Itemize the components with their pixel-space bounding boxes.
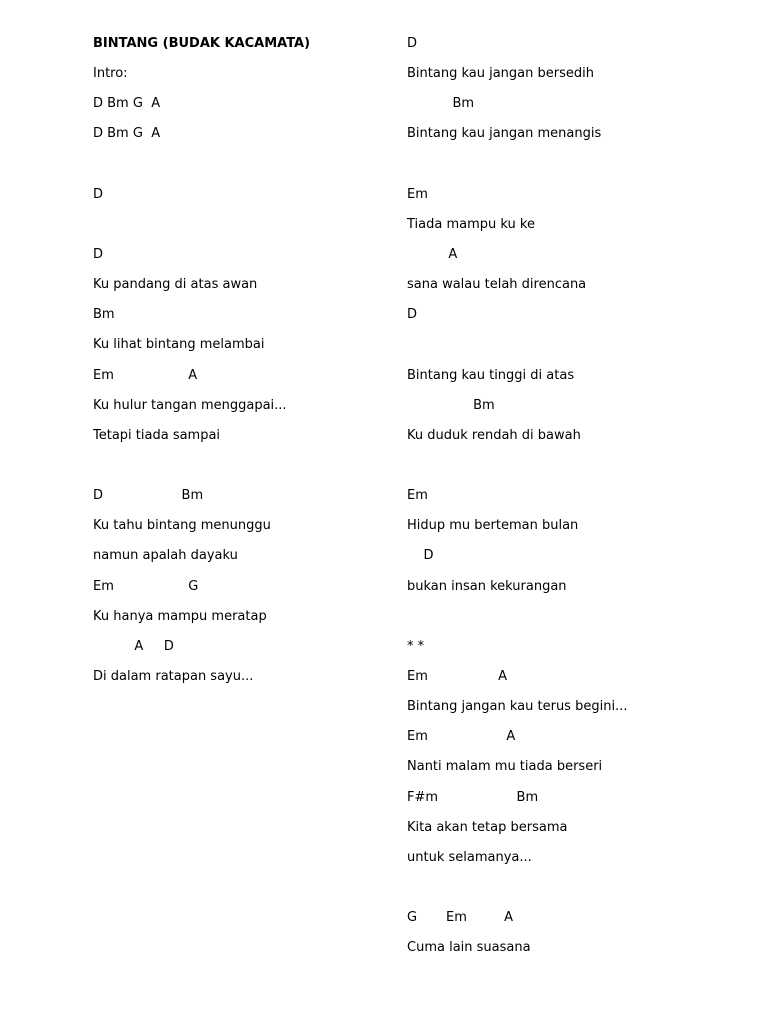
blank-line (407, 155, 707, 185)
lyric-line: Ku hulur tangan menggapai... (93, 397, 287, 413)
lyric-line: Ku tahu bintang menunggu (93, 518, 271, 534)
lyric-line: Em A (93, 367, 198, 383)
lyric-line: sana walau telah direncana (407, 277, 587, 293)
lyric-line: D (407, 307, 418, 323)
blank-line (93, 155, 393, 185)
lyric-line: G Em A (407, 910, 513, 926)
lyric-line: Ku pandang di atas awan (93, 277, 258, 293)
lyric-line: untuk selamanya... (407, 849, 532, 865)
lyric-line: A D (93, 638, 174, 654)
lyric-line: Ku hanya mampu meratap (93, 608, 267, 624)
lyric-line: Bintang kau tinggi di atas (407, 367, 575, 383)
lyric-line: D Bm G A (93, 96, 161, 112)
song-title: BINTANG (BUDAK KACAMATA) (93, 36, 311, 51)
lyric-line: Bintang kau jangan menangis (407, 126, 602, 142)
lyric-line: D (407, 548, 434, 564)
left-column (93, 34, 393, 697)
lyric-line: Bm (407, 96, 475, 112)
lyric-line: Em (407, 186, 428, 202)
lyric-line: D (93, 186, 104, 202)
lyric-line: namun apalah dayaku (93, 548, 238, 564)
lyric-line: F#m Bm (407, 789, 539, 805)
lyric-line: bukan insan kekurangan (407, 578, 567, 594)
lyric-line: Cuma lain suasana (407, 940, 531, 956)
lyric-line: Nanti malam mu tiada berseri (407, 759, 603, 775)
lyric-line: Em G (93, 578, 199, 594)
lyric-line: Em A (407, 729, 516, 745)
lyric-line: Bintang jangan kau terus begini... (407, 699, 628, 715)
lyric-line: Bintang kau jangan bersedih (407, 66, 594, 82)
lyric-line: Bm (93, 307, 115, 323)
lyric-line: D (93, 246, 104, 262)
lyric-line: Intro: (93, 66, 128, 82)
lyric-line: D (407, 36, 418, 51)
lyric-line: Em A (407, 668, 508, 684)
lyric-line: * * (407, 638, 425, 654)
blank-line (407, 335, 707, 365)
right-column (407, 34, 707, 968)
lyric-line: Em (407, 488, 428, 504)
lyric-line: Ku lihat bintang melambai (93, 337, 265, 353)
lyric-line: D Bm G A (93, 126, 161, 142)
blank-line (407, 878, 707, 908)
lyric-line: Hidup mu berteman bulan (407, 518, 579, 534)
blank-line (407, 607, 707, 637)
blank-line (407, 456, 707, 486)
lyric-line: Bm (407, 397, 495, 413)
lyric-line: Di dalam ratapan sayu... (93, 668, 254, 684)
lyric-line: Tiada mampu ku ke (407, 216, 535, 232)
lyric-line: Tetapi tiada sampai (93, 427, 221, 443)
blank-line (93, 215, 393, 245)
lyric-line: A (407, 246, 458, 262)
lyric-line: Kita akan tetap bersama (407, 819, 568, 835)
lyric-line: Ku duduk rendah di bawah (407, 427, 581, 443)
lyric-line: D Bm (93, 488, 204, 504)
blank-line (93, 456, 393, 486)
